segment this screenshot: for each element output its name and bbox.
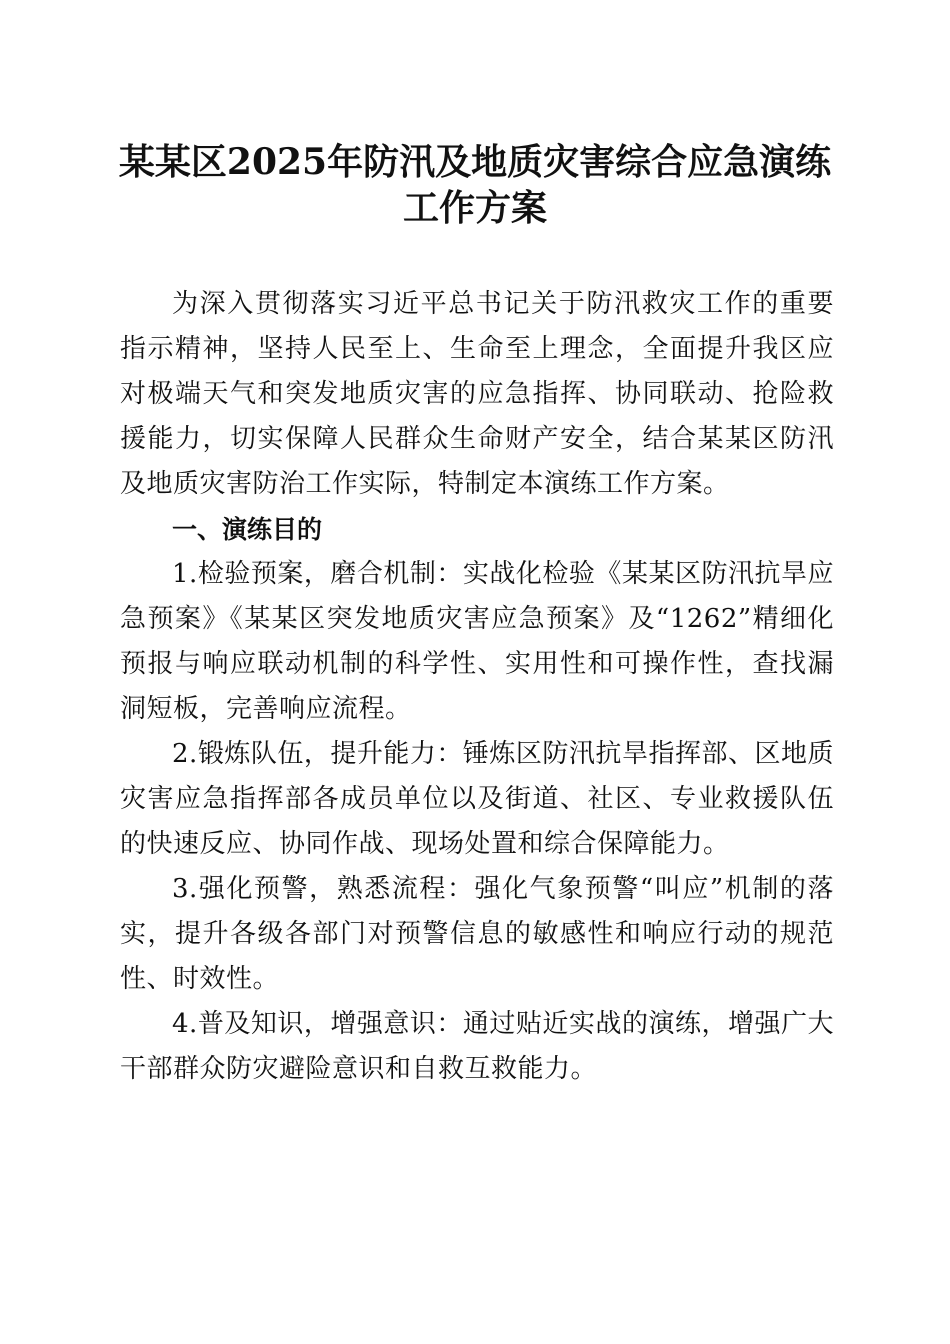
purpose-item-4: 4.普及知识，增强意识：通过贴近实战的演练，增强广大干部群众防灾避险意识和自救互救能力。 [120, 1009, 834, 1084]
purpose-item-2: 2.锻炼队伍，提升能力：锤炼区防汛抗旱指挥部、区地质灾害应急指挥部各成员单位以及街道、社区、专业救援队伍的快速反应、协同作战、现场处置和综合保障能力。 [120, 739, 834, 859]
purpose-item-1: 1.检验预案，磨合机制：实战化检验《某某区防汛抗旱应急预案》《某某区突发地质灾害应急预案》及“1262”精细化预报与响应联动机制的科学性、实用性和可操作性，查找漏洞短板，完善响应流程。 [120, 559, 834, 724]
document-title-line2: 工作方案 [402, 187, 547, 229]
purpose-item-3: 3.强化预警，熟悉流程：强化气象预警“叫应”机制的落实，提升各级各部门对预警信息的敏感性和响应行动的规范性、时效性。 [120, 874, 834, 994]
section-heading-purpose: 一、演练目的 [172, 515, 323, 544]
document-body [120, 282, 834, 1092]
intro-paragraph: 为深入贯彻落实习近平总书记关于防汛救灾工作的重要指示精神，坚持人民至上、生命至上理念，全面提升我区应对极端天气和突发地质灾害的应急指挥、协同联动、抢险救援能力，切实保障人民群众生命财产安全，结合某某区防汛及地质灾害防治工作实际，特制定本演练工作方案。 [120, 289, 834, 499]
document-title-line1: 某某区2025年防汛及地质灾害综合应急演练 [118, 141, 832, 183]
